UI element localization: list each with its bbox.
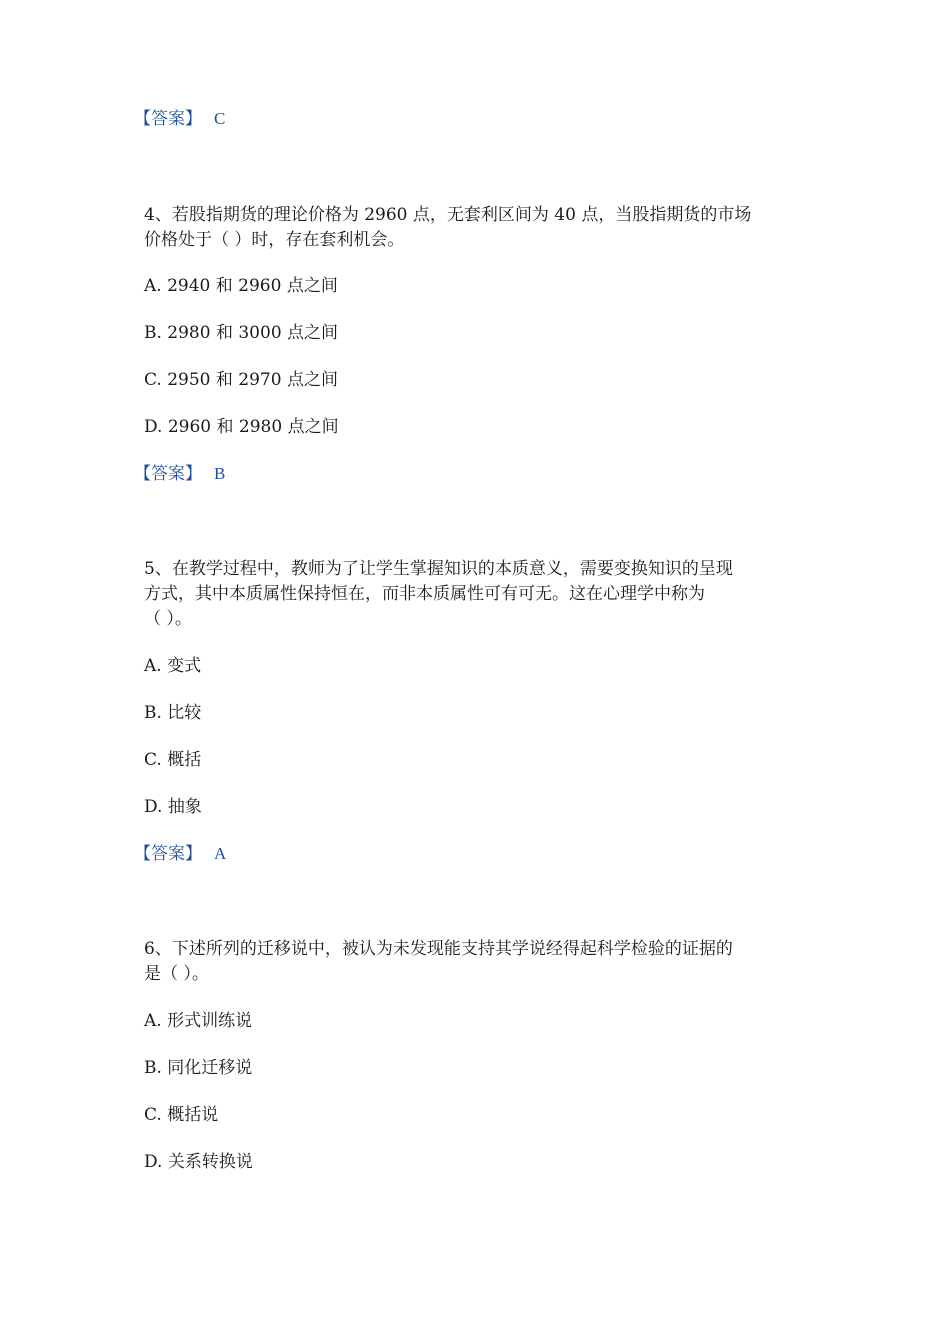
answer-row-q4 bbox=[134, 462, 225, 486]
question-5-stem-line-2: 方式，其中本质属性保持恒在，而非本质属性可有可无。这在心理学中称为 bbox=[144, 584, 705, 604]
question-4-option-a: A. 2940 和 2960 点之间 bbox=[144, 276, 338, 296]
question-5-stem-line-1: 5、在教学过程中，教师为了让学生掌握知识的本质意义，需要变换知识的呈现 bbox=[144, 559, 733, 579]
question-5-option-b: B. 比较 bbox=[144, 703, 202, 723]
question-6-stem-line-2: 是（ ）。 bbox=[144, 964, 209, 984]
answer-value: B bbox=[214, 464, 226, 483]
question-6-option-c: C. 概括说 bbox=[144, 1105, 219, 1125]
question-6-option-d: D. 关系转换说 bbox=[144, 1152, 253, 1172]
question-5-stem-line-3: （ ）。 bbox=[144, 609, 192, 629]
answer-tag: 【答案】 bbox=[134, 464, 202, 484]
question-6-option-a: A. 形式训练说 bbox=[144, 1011, 253, 1031]
question-4-option-c: C. 2950 和 2970 点之间 bbox=[144, 370, 338, 390]
question-6-stem-line-1: 6、下述所列的迁移说中，被认为未发现能支持其学说经得起科学检验的证据的 bbox=[144, 939, 733, 959]
question-6-option-b: B. 同化迁移说 bbox=[144, 1058, 253, 1078]
question-4-option-b: B. 2980 和 3000 点之间 bbox=[144, 323, 339, 343]
answer-row-prev bbox=[134, 107, 225, 131]
question-4-stem-line-2: 价格处于（ ）时，存在套利机会。 bbox=[144, 230, 405, 250]
question-5-option-d: D. 抽象 bbox=[144, 797, 202, 817]
answer-tag: 【答案】 bbox=[134, 844, 202, 864]
question-5-option-a: A. 变式 bbox=[144, 656, 202, 676]
answer-row-q5 bbox=[134, 842, 226, 866]
question-5-option-c: C. 概括 bbox=[144, 750, 202, 770]
answer-tag: 【答案】 bbox=[134, 109, 202, 129]
question-4-option-d: D. 2960 和 2980 点之间 bbox=[144, 417, 339, 437]
answer-value: C bbox=[214, 109, 226, 128]
question-4-stem-line-1: 4、若股指期货的理论价格为 2960 点，无套利区间为 40 点，当股指期货的市场 bbox=[144, 205, 752, 225]
answer-value: A bbox=[214, 844, 227, 863]
